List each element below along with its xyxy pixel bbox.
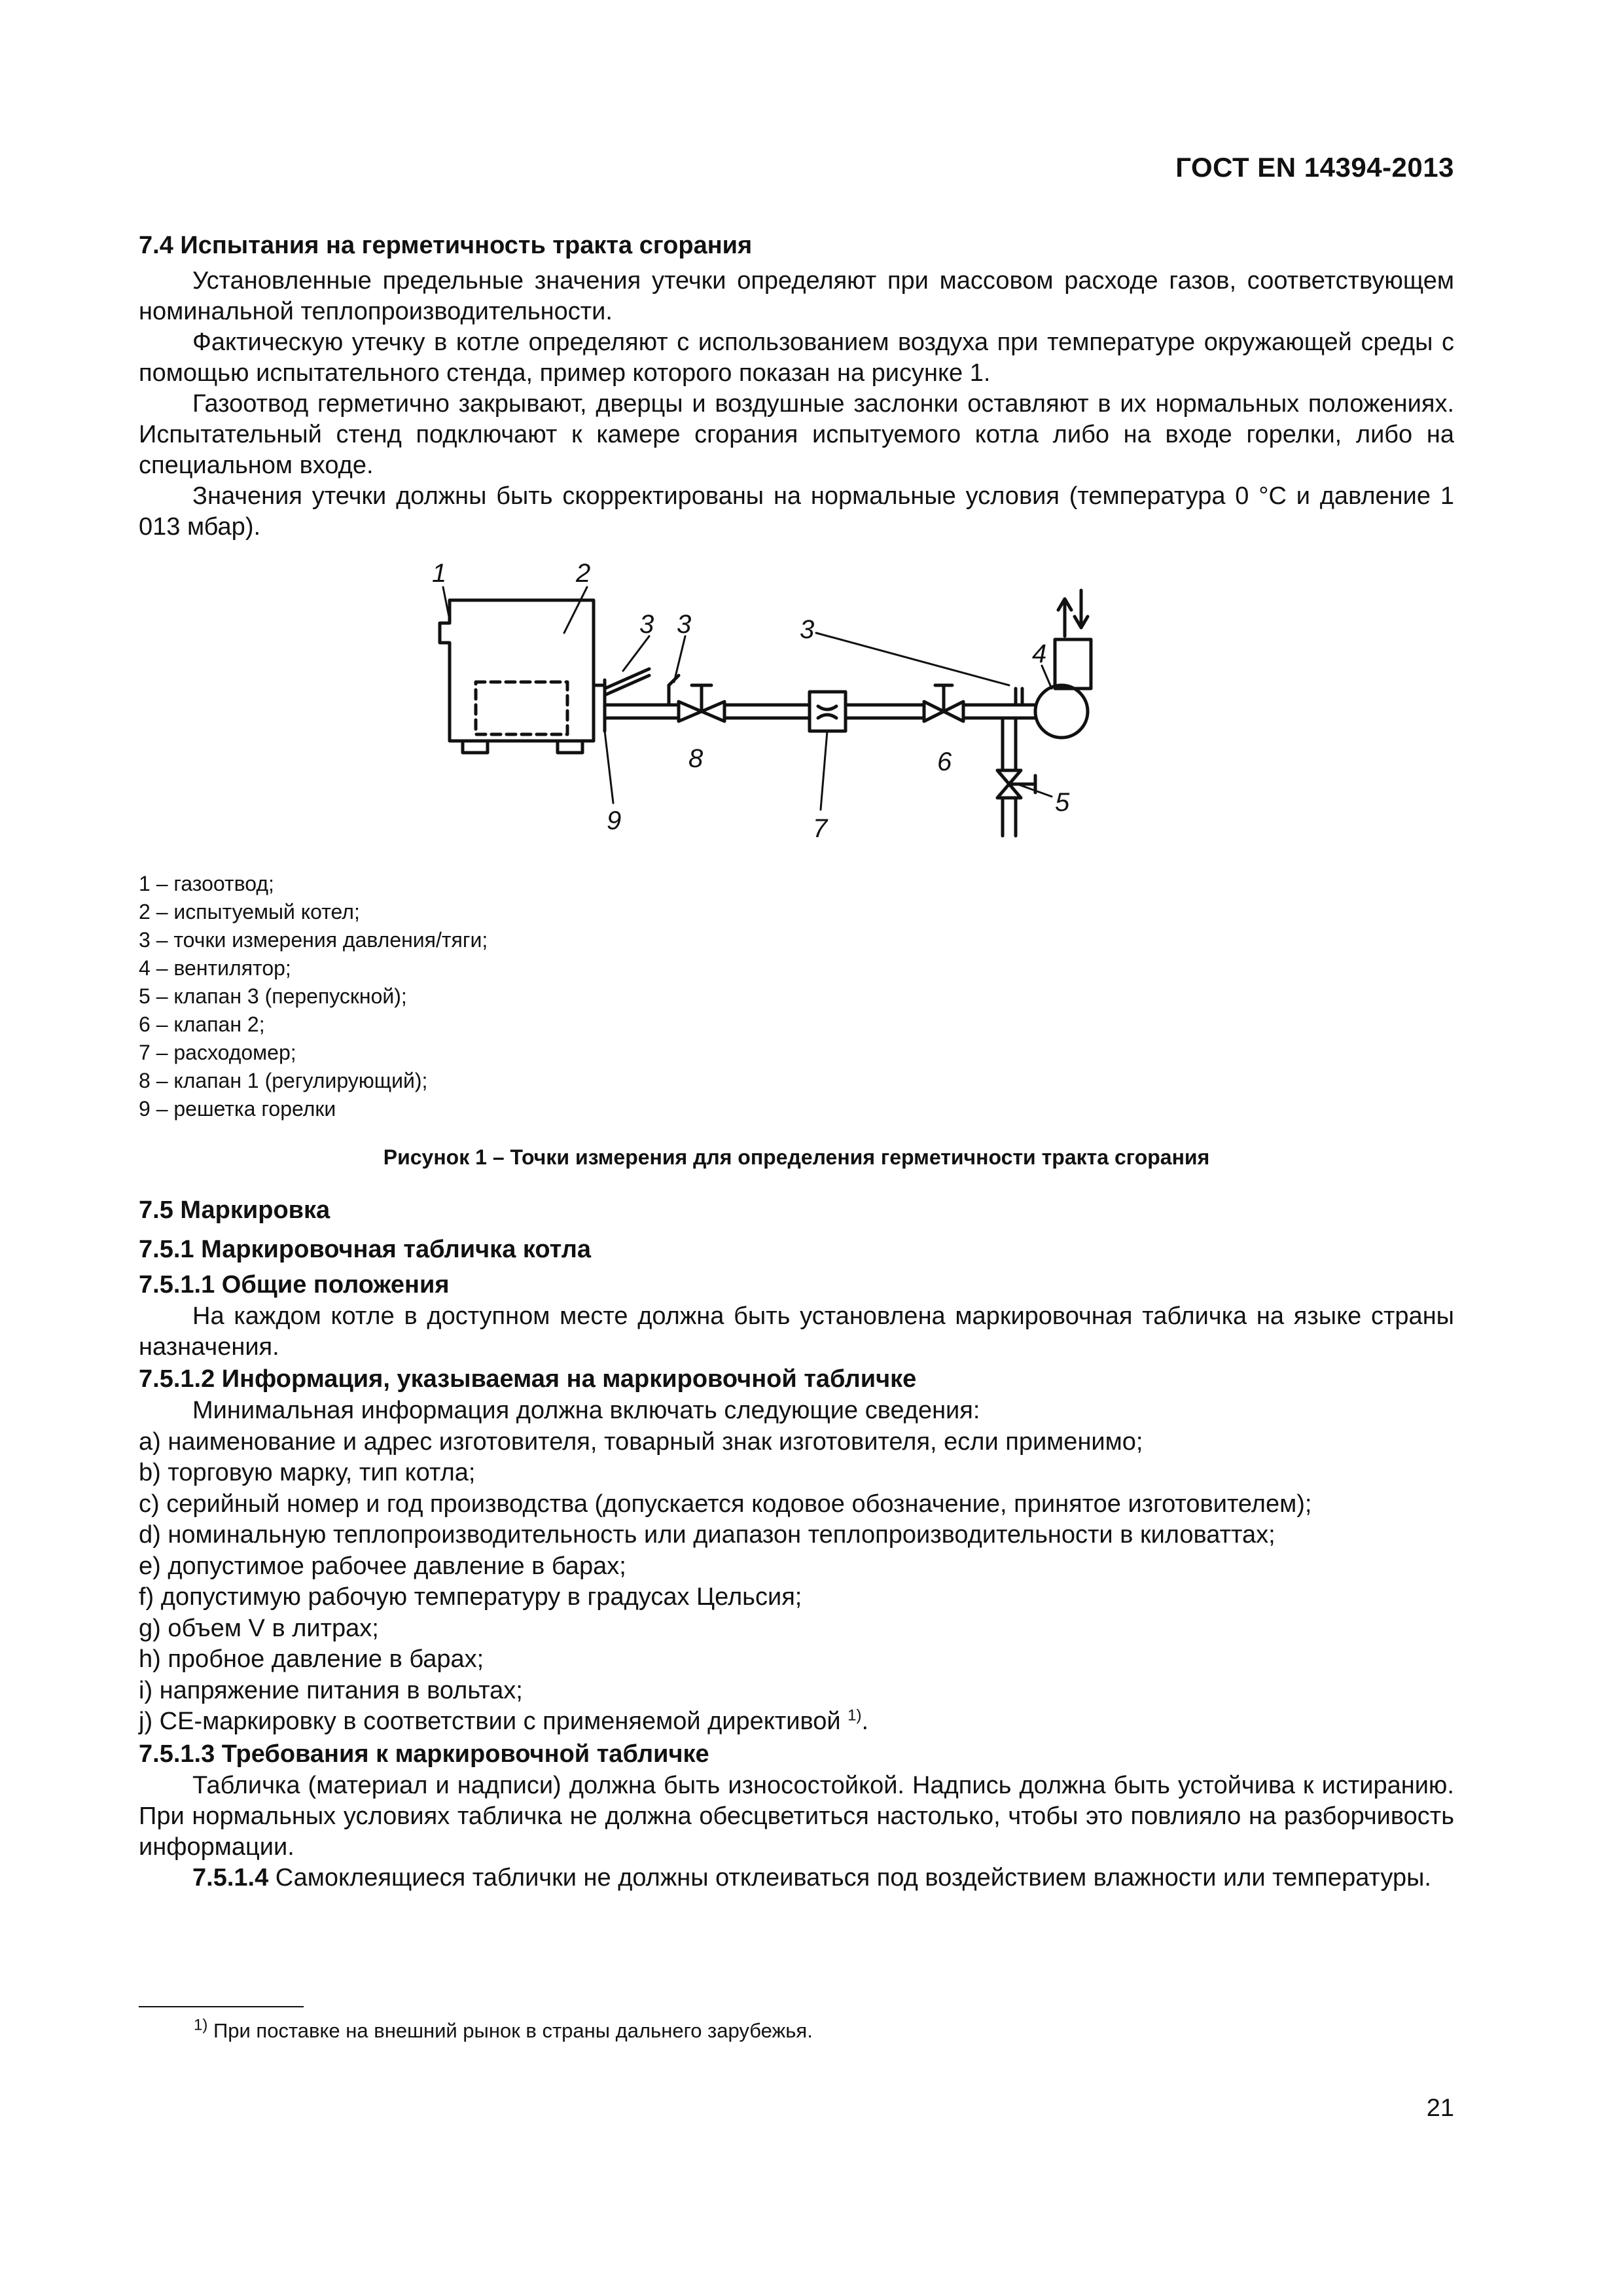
boiler bbox=[440, 600, 605, 753]
figure-legend bbox=[139, 870, 1454, 1123]
list-item: i) напряжение питания в вольтах; bbox=[139, 1676, 523, 1704]
legend-item: 5 – клапан 3 (перепускной); bbox=[139, 984, 407, 1008]
legend-item: 7 – расходомер; bbox=[139, 1041, 296, 1064]
label-5: 5 bbox=[1055, 788, 1070, 817]
test-stand-diagram bbox=[427, 554, 1245, 862]
label-6: 6 bbox=[937, 747, 952, 776]
figure-caption: Рисунок 1 – Точки измерения для определения герметичности тракта сгорания bbox=[383, 1145, 1210, 1169]
boiler-foot bbox=[558, 741, 582, 753]
legend-item: 2 – испытуемый котел; bbox=[139, 900, 360, 924]
label-9: 9 bbox=[607, 806, 622, 835]
section-7-5-1-4-text: Самоклеящиеся таблички не должны отклеиваться под воздействием влажности или температуры. bbox=[275, 1863, 1431, 1892]
flowmeter bbox=[810, 692, 846, 731]
list-item: g) объем V в литрах; bbox=[139, 1614, 379, 1642]
list-item: b) торговую марку, тип котла; bbox=[139, 1459, 476, 1486]
list-item: f) допустимую рабочую температуру в градусах Цельсия; bbox=[139, 1583, 802, 1611]
footnote bbox=[194, 2016, 813, 2043]
footnote-text: При поставке на внешний рынок в страны дальнего зарубежья. bbox=[213, 2019, 813, 2042]
valve-5 bbox=[997, 770, 1035, 798]
valve-8 bbox=[679, 685, 724, 721]
section-7-5-1-title: 7.5.1 Маркировочная табличка котла bbox=[139, 1236, 592, 1263]
footnote-ref[interactable]: 1) bbox=[847, 1706, 862, 1725]
label-3: 3 bbox=[800, 615, 815, 644]
section-7-5-title: 7.5 Маркировка bbox=[139, 1196, 330, 1224]
figure-1 bbox=[139, 554, 1454, 862]
page-number: 21 bbox=[1426, 2094, 1454, 2122]
label-1: 1 bbox=[432, 559, 447, 588]
paragraph bbox=[139, 1863, 1454, 1893]
list-item: d) номинальную теплопроизводительность или диапазон теплопроизводительности в киловаттах; bbox=[139, 1521, 1275, 1549]
list-intro: Минимальная информация должна включать следующие сведения: bbox=[192, 1397, 980, 1424]
legend-item: 4 – вентилятор; bbox=[139, 956, 291, 980]
paragraph: На каждом котле в доступном месте должна быть установлена маркировочная табличка на языке страны назначения. bbox=[139, 1302, 1454, 1361]
label-8: 8 bbox=[688, 744, 704, 773]
combustion-chamber bbox=[476, 682, 567, 734]
paragraph: Значения утечки должны быть скорректированы на нормальные условия (температура 0 °С и давление 1 013 мбар). bbox=[139, 482, 1454, 541]
boiler-foot bbox=[463, 741, 488, 753]
footnote-mark: 1) bbox=[194, 2016, 208, 2034]
legend-item: 8 – клапан 1 (регулирующий); bbox=[139, 1069, 428, 1092]
label-2: 2 bbox=[576, 559, 591, 588]
list-item: h) пробное давление в барах; bbox=[139, 1645, 484, 1673]
list-item: e) допустимое рабочее давление в барах; bbox=[139, 1552, 626, 1580]
label-7: 7 bbox=[813, 814, 828, 843]
paragraph: Табличка (материал и надписи) должна быть износостойкой. Надпись должна быть устойчива к истиранию. При нормальных условиях табличка не должна обесцветиться настолько, чтобы это повлияло на разборчивость информации. bbox=[139, 1771, 1454, 1861]
list-item-j: j) CE-маркировку в соответствии с применяемой директивой $^{1)}$. bbox=[139, 1706, 869, 1735]
page-content bbox=[139, 229, 1454, 1893]
label-4: 4 bbox=[1032, 639, 1047, 668]
info-list bbox=[139, 1395, 1454, 1738]
legend-item: 1 – газоотвод; bbox=[139, 872, 274, 895]
section-7-5-1-3-title: 7.5.1.3 Требования к маркировочной табличке bbox=[139, 1740, 709, 1768]
section-7-5-1-2-title: 7.5.1.2 Информация, указываемая на маркировочной табличке bbox=[139, 1365, 917, 1393]
section-7-5-1-4-number: 7.5.1.4 bbox=[192, 1863, 269, 1892]
section-7-5-1-1-title: 7.5.1.1 Общие положения bbox=[139, 1271, 450, 1299]
legend-item: 6 – клапан 2; bbox=[139, 1013, 265, 1036]
footnote-divider bbox=[139, 2006, 304, 2007]
legend-item: 3 – точки измерения давления/тяги; bbox=[139, 928, 488, 952]
paragraph: Фактическую утечку в котле определяют с использованием воздуха при температуре окружающей среды с помощью испытательного стенда, пример которого показан на рисунке 1. bbox=[139, 329, 1454, 387]
label-3: 3 bbox=[639, 610, 654, 639]
list-item-text: j) CE-маркировку в соответствии с применяемой директивой bbox=[139, 1708, 841, 1735]
label-3: 3 bbox=[677, 610, 692, 639]
section-7-4-title: 7.4 Испытания на герметичность тракта сгорания bbox=[139, 232, 753, 259]
paragraph: Установленные предельные значения утечки определяют при массовом расходе газов, соответствующем номинальной теплопроизводительности. bbox=[139, 267, 1454, 325]
paragraph: Газоотвод герметично закрывают, дверцы и воздушные заслонки оставляют в их нормальных положениях. Испытательный стенд подключают к камере сгорания испытуемого котла либо на входе горелки, либо на специальном входе. bbox=[139, 390, 1454, 479]
legend-item: 9 – решетка горелки bbox=[139, 1097, 336, 1121]
list-item: a) наименование и адрес изготовителя, товарный знак изготовителя, если применимо; bbox=[139, 1427, 1143, 1456]
valve-6 bbox=[924, 685, 963, 721]
document-id: ГОСТ EN 14394-2013 bbox=[1175, 152, 1454, 183]
list-item: c) серийный номер и год производства (допускается кодовое обозначение, принятое изготовителем); bbox=[139, 1490, 1312, 1518]
